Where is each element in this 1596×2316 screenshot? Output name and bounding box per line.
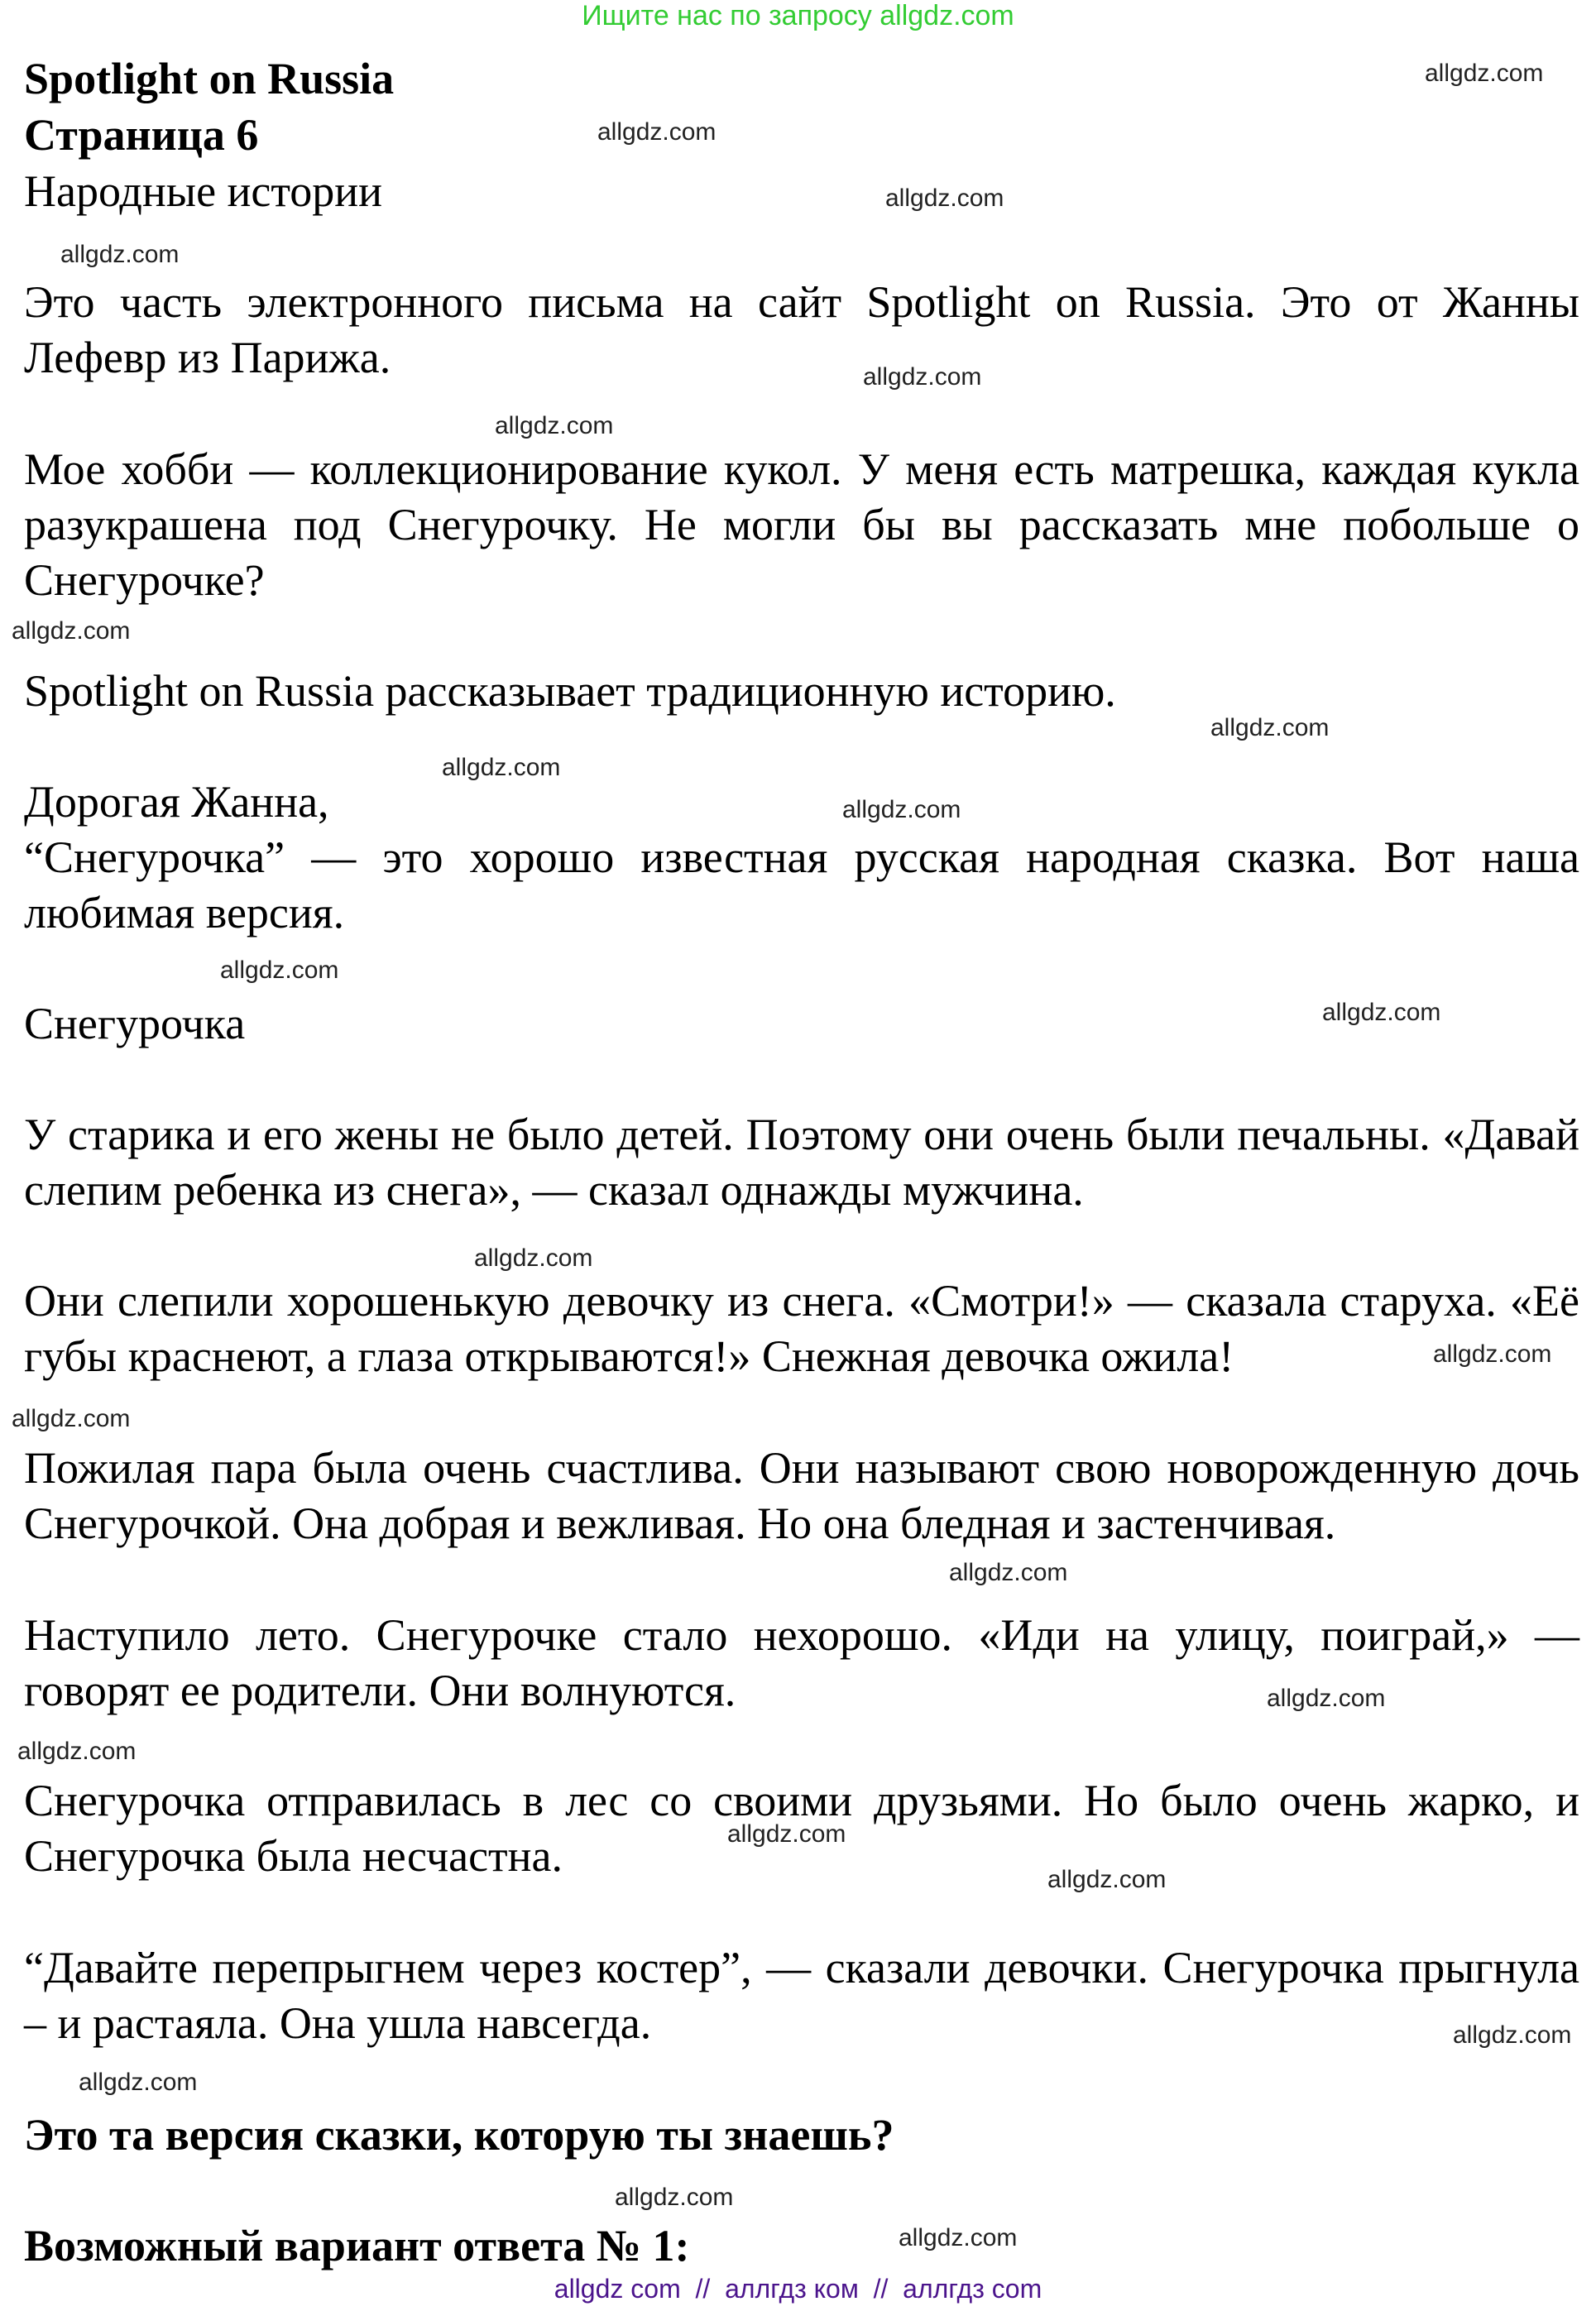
paragraph: Это часть электронного письма на сайт Spotlight on Russia. Это от Жанны Лефевр из Парижа. <box>24 277 1579 382</box>
watermark: allgdz.com <box>597 118 717 146</box>
section-heading: Народные истории <box>24 166 383 216</box>
footer-links[interactable] <box>0 2274 1596 2304</box>
watermark: allgdz.com <box>495 412 614 439</box>
paragraph: “Давайте перепрыгнем через костер”, — сказали девочки. Снегурочка прыгнула – и растаяла. Она ушла навсегда. <box>24 1943 1579 2048</box>
footer-text[interactable]: allgdz com // аллгдз ком // аллгдз com <box>554 2274 1042 2304</box>
watermark: allgdz.com <box>863 363 982 391</box>
watermark: allgdz.com <box>17 1738 137 1765</box>
watermark: allgdz.com <box>1047 1866 1167 1893</box>
paragraph: Мое хобби — коллекционирование кукол. У меня есть матрешка, каждая кукла разукрашена под Снегурочку. Не могли бы вы рассказать мне побольше о Снегурочке? <box>24 444 1579 605</box>
paragraph: Наступило лето. Снегурочке стало нехорошо. «Иди на улицу, поиграй,» — говорят ее родители. Они волнуются. <box>24 1610 1579 1715</box>
watermark: allgdz.com <box>949 1559 1068 1586</box>
watermark: allgdz.com <box>842 796 961 823</box>
watermark: allgdz.com <box>1322 999 1441 1026</box>
watermark: allgdz.com <box>885 185 1004 212</box>
paragraph: Spotlight on Russia рассказывает традиционную историю. <box>24 666 1116 716</box>
watermark: allgdz.com <box>1425 60 1544 87</box>
watermark: allgdz.com <box>220 957 339 984</box>
watermark: allgdz.com <box>474 1244 593 1272</box>
watermark: allgdz.com <box>60 241 180 268</box>
paragraph: У старика и его жены не было детей. Поэтому они очень были печальны. «Давай слепим ребенка из снега», — сказал однажды мужчина. <box>24 1110 1579 1215</box>
page-label: Страница 6 <box>24 110 259 160</box>
watermark: allgdz.com <box>12 1405 131 1432</box>
answer-heading: Возможный вариант ответа № 1: <box>24 2221 690 2270</box>
search-banner: Ищите нас по запросу allgdz.com <box>582 0 1014 31</box>
watermark: allgdz.com <box>1267 1685 1386 1712</box>
watermark: allgdz.com <box>1433 1340 1552 1368</box>
story-title: Снегурочка <box>24 999 246 1048</box>
watermark: allgdz.com <box>615 2184 734 2211</box>
watermark: allgdz.com <box>1453 2021 1572 2049</box>
watermark: allgdz.com <box>899 2224 1018 2251</box>
watermark: allgdz.com <box>727 1820 846 1848</box>
watermark: allgdz.com <box>79 2069 198 2096</box>
watermark: allgdz.com <box>442 754 561 781</box>
paragraph: “Снегурочка” — это хорошо известная русская народная сказка. Вот наша любимая версия. <box>24 832 1579 937</box>
watermark: allgdz.com <box>12 617 131 645</box>
letter-greeting: Дорогая Жанна, <box>24 777 329 827</box>
document-title: Spotlight on Russia <box>24 54 395 103</box>
watermark: allgdz.com <box>1210 714 1330 741</box>
paragraph: Они слепили хорошенькую девочку из снега. «Смотри!» — сказала старуха. «Её губы краснеют, а глаза открываются!» Снежная девочка ожила! <box>24 1276 1579 1381</box>
paragraph: Снегурочка отправилась в лес со своими друзьями. Но было очень жарко, и Снегурочка была несчастна. <box>24 1776 1579 1881</box>
paragraph: Пожилая пара была очень счастлива. Они называют свою новорожденную дочь Снегурочкой. Она добрая и вежливая. Но она бледная и застенчивая. <box>24 1443 1579 1548</box>
question: Это та версия сказки, которую ты знаешь? <box>24 2110 894 2160</box>
